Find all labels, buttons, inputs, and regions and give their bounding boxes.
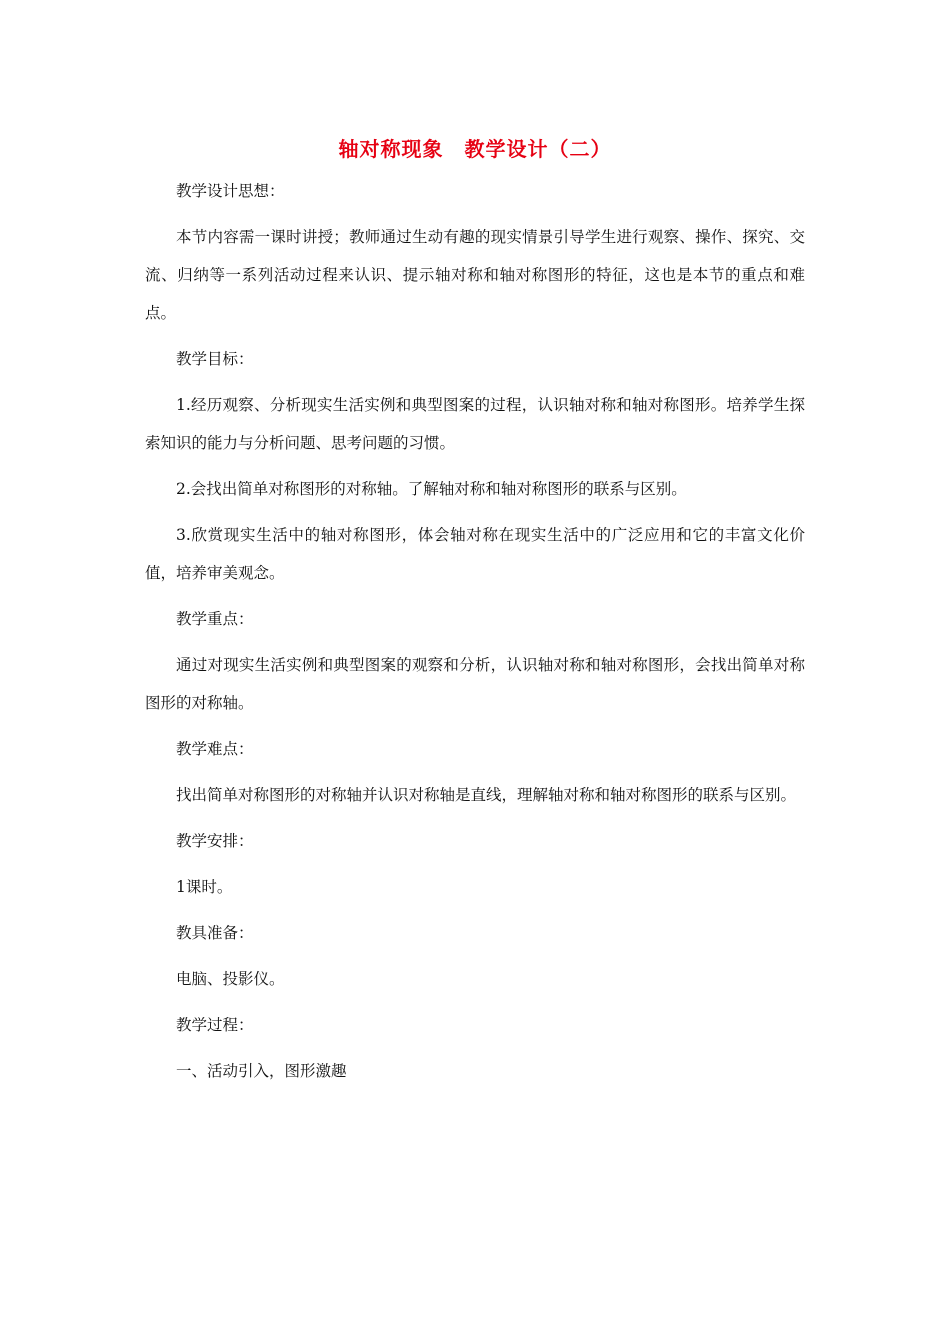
heading-design-idea: 教学设计思想：: [176, 182, 285, 200]
heading-schedule: 教学安排：: [176, 832, 254, 850]
objective-3: 3.欣赏现实生活中的轴对称图形，体会轴对称在现实生活中的广泛应用和它的丰富文化价值，培养审美观念。: [145, 526, 805, 582]
heading-difficulties: 教学难点：: [176, 740, 254, 758]
document-body: [145, 172, 805, 1098]
objective-1: 1.经历观察、分析现实生活实例和典型图案的过程，认识轴对称和轴对称图形。培养学生探索知识的能力与分析问题、思考问题的习惯。: [145, 396, 805, 452]
objective-2: 2.会找出简单对称图形的对称轴。了解轴对称和轴对称图形的联系与区别。: [176, 480, 687, 498]
heading-materials: 教具准备：: [176, 924, 254, 942]
heading-key-points: 教学重点：: [176, 610, 254, 628]
document-title: 轴对称现象 教学设计（二）: [338, 137, 612, 161]
section-activity-intro: 一、活动引入，图形激趣: [176, 1062, 347, 1080]
paragraph-key-points: 通过对现实生活实例和典型图案的观察和分析，认识轴对称和轴对称图形，会找出简单对称图形的对称轴。: [145, 656, 805, 712]
paragraph-design-idea: 本节内容需一课时讲授；教师通过生动有趣的现实情景引导学生进行观察、操作、探究、交流、归纳等一系列活动过程来认识、提示轴对称和轴对称图形的特征，这也是本节的重点和难点。: [145, 228, 805, 322]
heading-objectives: 教学目标：: [176, 350, 254, 368]
heading-process: 教学过程：: [176, 1016, 254, 1034]
paragraph-difficulties: 找出简单对称图形的对称轴并认识对称轴是直线，理解轴对称和轴对称图形的联系与区别。: [176, 786, 797, 804]
paragraph-materials: 电脑、投影仪。: [176, 970, 285, 988]
paragraph-schedule: 1课时。: [176, 878, 233, 896]
